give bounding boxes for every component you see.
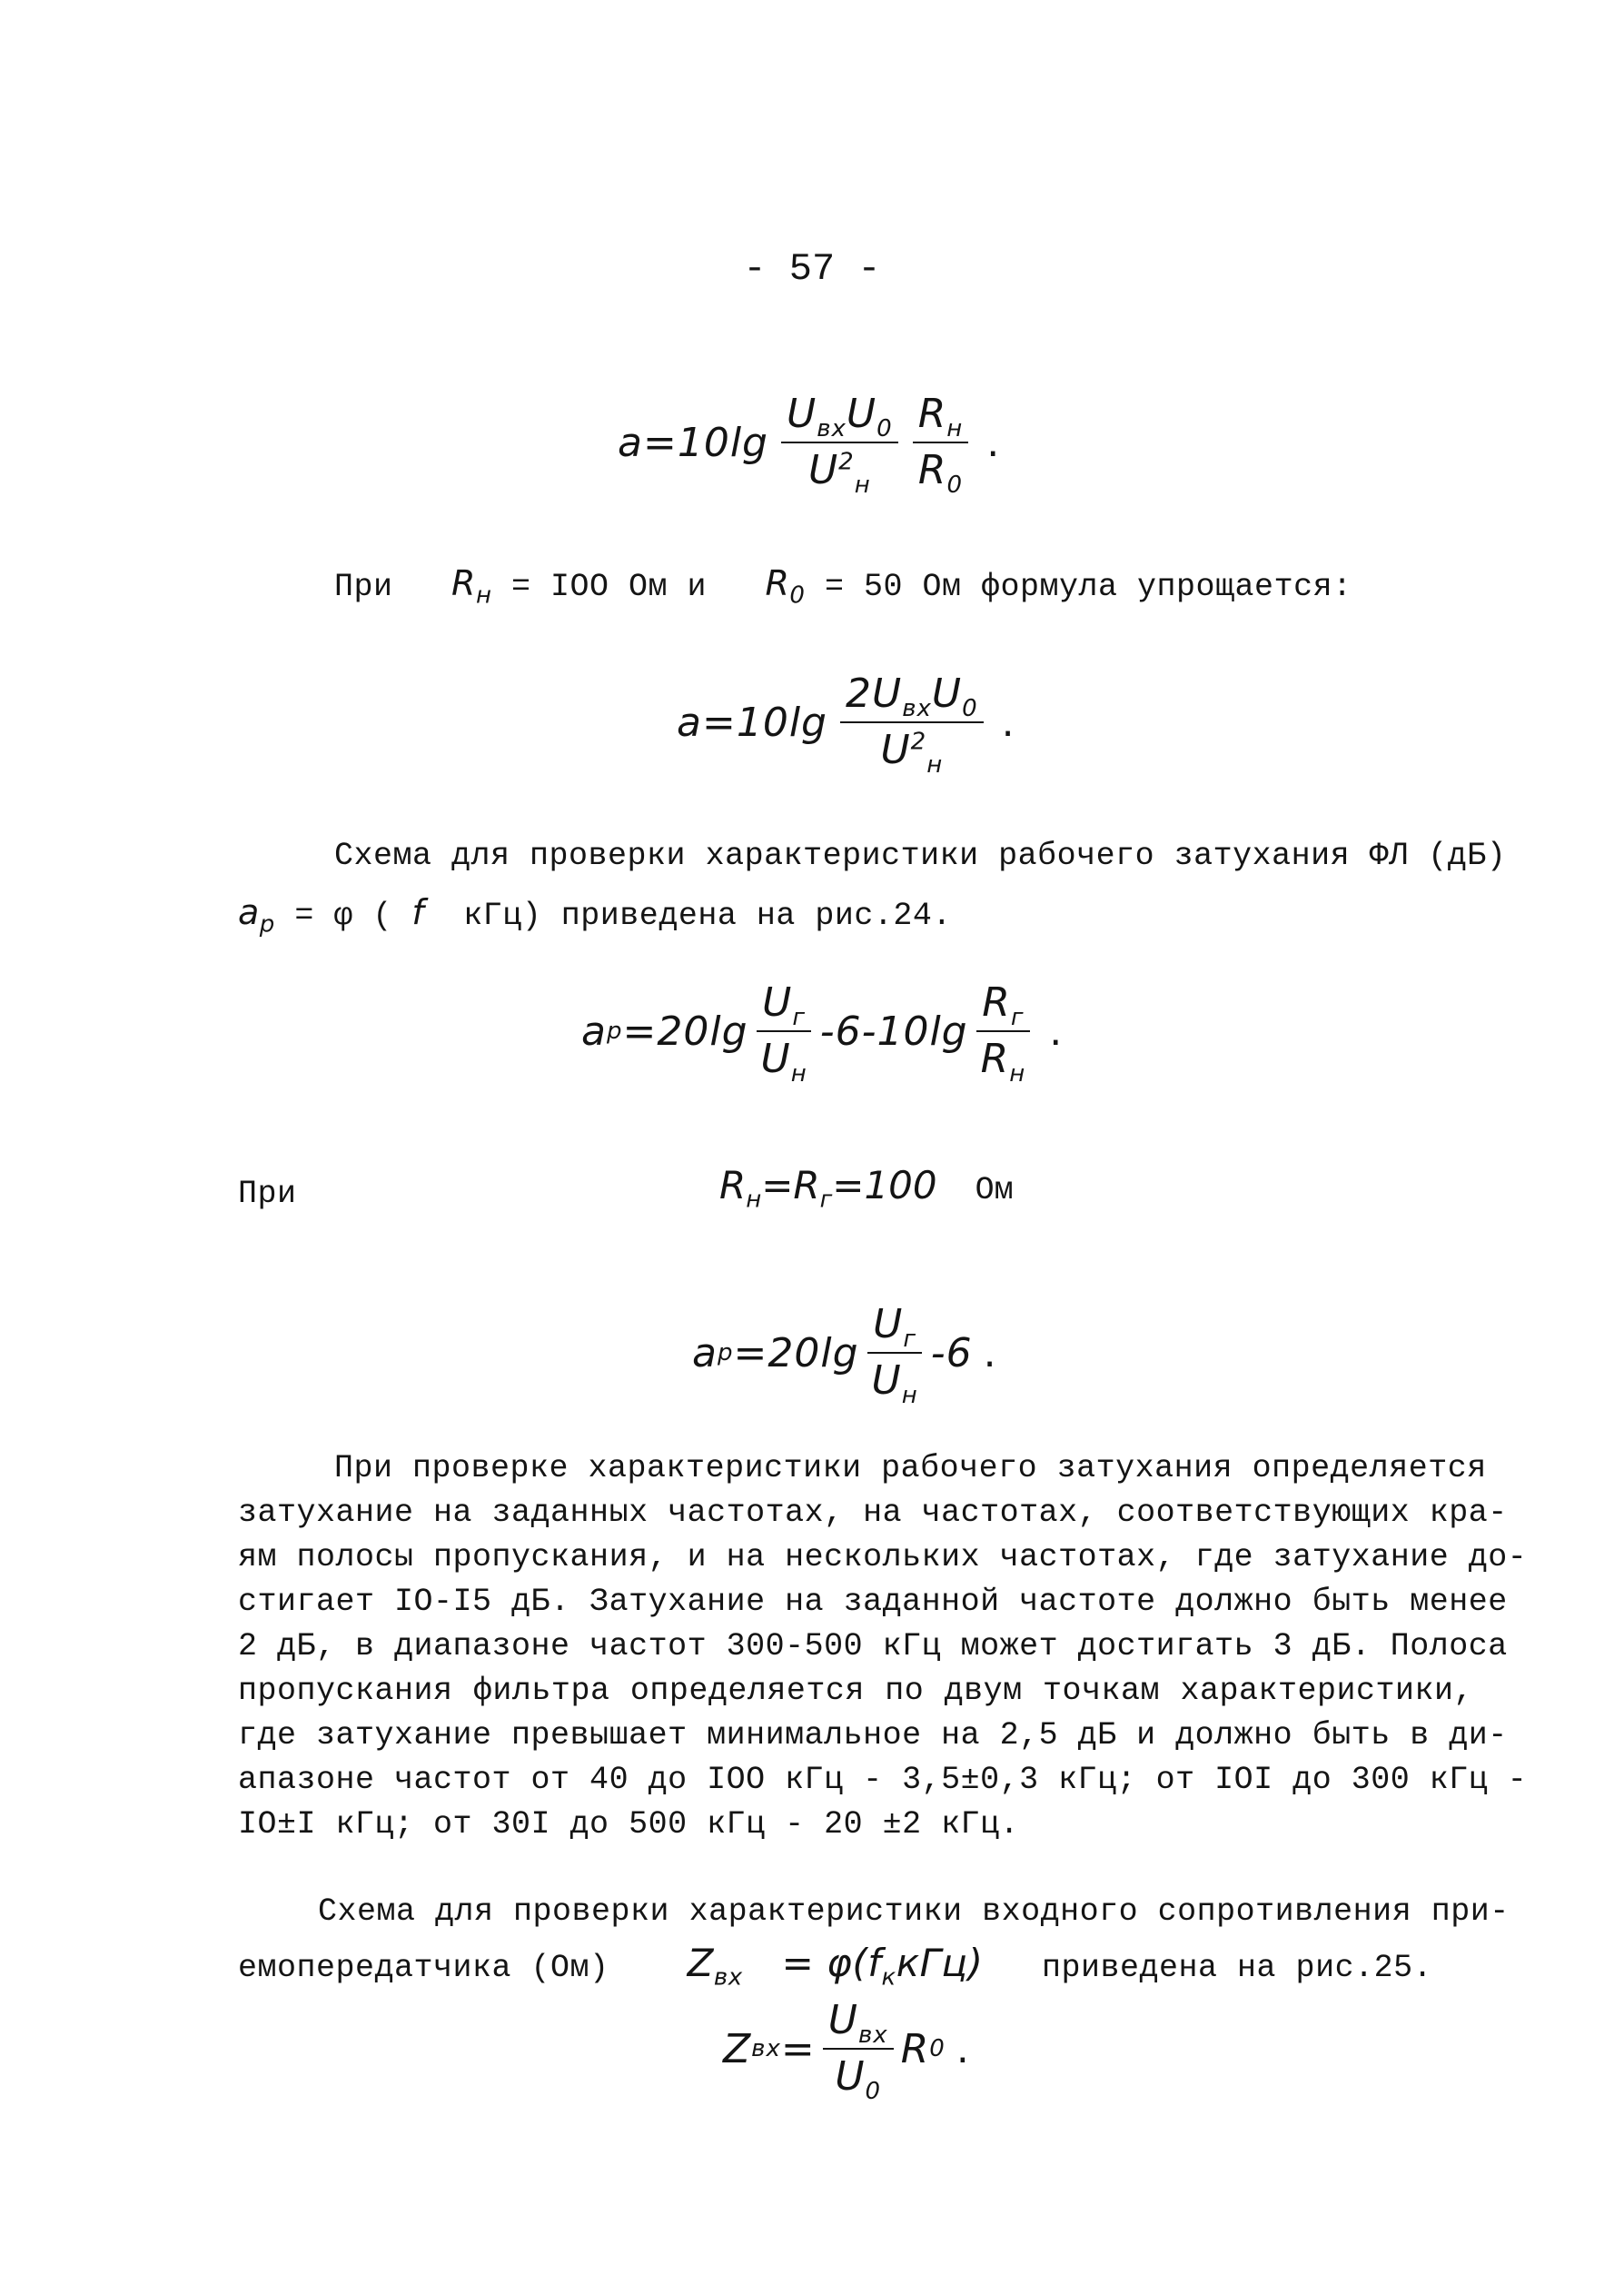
paragraph-input-impedance: Схема для проверки характеристики входного сопротивления при- — [318, 1893, 1510, 1930]
condition-label: При — [238, 1176, 297, 1212]
paragraph-input-impedance-line2: емопередатчика (Ом) $Z_{вх} = \varphi(f_ккГц)$ приведена на рис.25. — [238, 1941, 1433, 1992]
page-number: - 57 - — [743, 247, 881, 291]
formula-working-attenuation-simplified: a p =20lg $\frac{U_г}{U_н}$ -6 . — [692, 1301, 997, 1409]
paragraph-attenuation-check: При проверке характеристики рабочего затухания определяется затухание на заданных частотах, на частотах, соответствующих кра- ям полосы пропускания, и на нескольких частотах, где затухание до- стигает IO-I5 дБ. Затухание на заданной частоте должно быть менее 2 дБ, в диапазоне частот 300-500 кГц может достигать 3 дБ. Полоса пропускания фильтра определяется по двум точкам характеристики, где затухание превышает минимальное на 2,5 дБ и должно быть в ди- апазоне частот от 40 до IOO кГц - 3,5±0,3 кГц; от IOI до 300 кГц - IO±I кГц; от 30I до 500 кГц - 20 ±2 кГц. — [238, 1450, 1528, 1843]
condition-resistance: $R_н=R_г=100$ Ом — [719, 1163, 1014, 1214]
paragraph-simplify: При $R_н$ = IOO Ом и $R_0 = 50$ Ом формула упрощается: — [334, 563, 1352, 610]
paragraph-scheme-fig24-line2: $a_p = \varphi$ ( f кГц) приведена на рис.24. — [238, 892, 952, 939]
formula-attenuation: a=10lg $\frac{U_{вх}U_0}{U^2_н}$ $\frac{R_н}{R_0}$ . — [618, 391, 1001, 499]
formula-input-impedance: Z вх = $\frac{U_{вх}}{U_0}$ R 0 . — [723, 1997, 970, 2105]
paragraph-scheme-fig24: Схема для проверки характеристики рабочего затухания ФЛ (дБ) — [334, 838, 1507, 874]
formula-simplified: a=10lg $\frac{2U_{вх}U_0}{U^2_н}$ . — [677, 671, 1015, 779]
formula-working-attenuation: a p =20lg $\frac{U_г}{U_н}$ -6-10lg $\frac{R_г}{R_н}$ . — [581, 979, 1064, 1088]
